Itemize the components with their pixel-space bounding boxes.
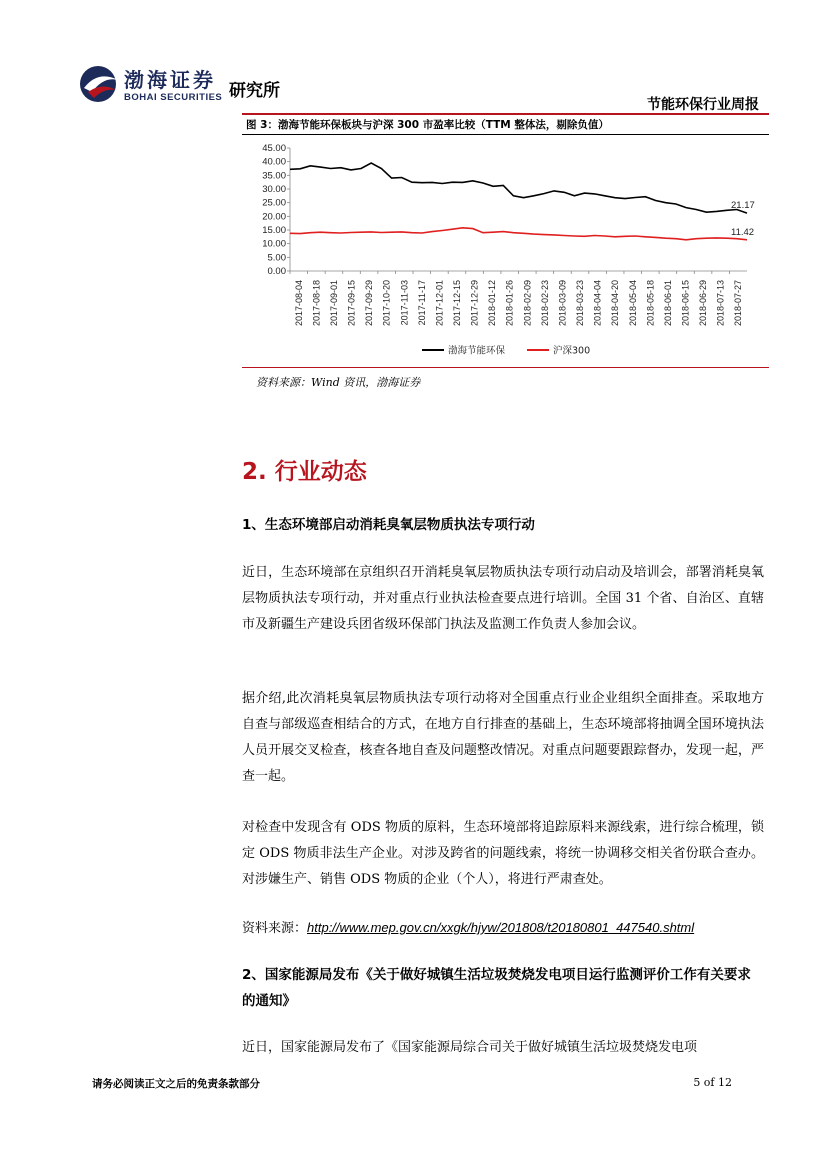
y-tick-label: 0.00 xyxy=(267,266,286,277)
x-tick-label: 2018-06-29 xyxy=(698,280,709,327)
news1-paragraph-2: 据介绍,此次消耗臭氧层物质执法专项行动将对全国重点行业企业组织全面排查。采取地方自查与部级巡查相结合的方式，在地方自行排查的基础上，生态环境部将抽调全国环境执法人员开展交叉检查，核查各地自查及问题整改情况。对重点问题要跟踪督办，发现一起，严查一起。 xyxy=(242,691,764,784)
legend-label-1: 沪深300 xyxy=(553,345,591,357)
y-tick-label: 40.00 xyxy=(262,156,286,168)
news1-source xyxy=(242,915,764,942)
section-title: 2. 行业动态 xyxy=(242,459,367,485)
figure-caption: 图 3：渤海节能环保板块与沪深 300 市盈率比较（TTM 整体法，剔除负值） xyxy=(246,119,609,131)
institute-name: 研究所 xyxy=(229,81,280,101)
logo-chinese-name: 渤海证券 xyxy=(124,68,216,92)
x-tick-label: 2018-01-26 xyxy=(504,280,515,327)
x-tick-label: 2017-11-17 xyxy=(416,280,427,326)
x-tick-label: 2018-04-20 xyxy=(610,280,621,327)
news1-paragraph-1: 近日，生态环境部在京组织召开消耗臭氧层物质执法专项行动启动及培训会，部署消耗臭氧层物质执法专项行动，并对重点行业执法检查要点进行培训。全国 31 个省、自治区、直辖市及新疆生产建设兵团省级环保部门执法及监测工作负责人参加会议。 xyxy=(242,565,764,632)
report-type: 节能环保行业周报 xyxy=(647,97,759,113)
x-tick-label: 2017-10-20 xyxy=(381,280,392,327)
x-tick-label: 2018-06-01 xyxy=(662,280,673,327)
x-tick-label: 2017-08-04 xyxy=(293,280,304,327)
y-tick-label: 35.00 xyxy=(262,170,286,182)
x-tick-label: 2017-09-01 xyxy=(328,280,339,327)
x-tick-label: 2017-12-29 xyxy=(469,280,480,327)
bohai-logo-icon xyxy=(78,62,122,106)
x-tick-label: 2018-01-12 xyxy=(487,280,498,327)
news1-title: 1、生态环境部启动消耗臭氧层物质执法专项行动 xyxy=(242,517,535,533)
x-tick-label: 2017-12-01 xyxy=(434,280,445,327)
page-number: 5 of 12 xyxy=(693,1076,732,1089)
y-tick-label: 25.00 xyxy=(262,197,286,209)
x-tick-label: 2018-06-15 xyxy=(680,280,691,327)
x-tick-label: 2018-03-23 xyxy=(575,280,586,327)
header-divider xyxy=(242,113,769,115)
x-tick-label: 2018-02-23 xyxy=(539,280,550,327)
y-tick-label: 30.00 xyxy=(262,184,286,195)
x-tick-label: 2018-03-09 xyxy=(557,280,568,327)
series-end-label-1: 11.42 xyxy=(731,226,755,238)
figure-source: 资料来源：Wind 资讯，渤海证券 xyxy=(256,376,421,389)
x-tick-label: 2017-08-18 xyxy=(311,280,322,327)
logo-english-name: BOHAI SECURITIES xyxy=(124,92,223,103)
news1-source-link[interactable]: http://www.mep.gov.cn/xxgk/hjyw/201808/t20180801_447540.shtml xyxy=(307,920,695,935)
footer-disclaimer: 请务必阅读正文之后的免责条款部分 xyxy=(92,1078,260,1090)
x-tick-label: 2017-09-29 xyxy=(364,280,375,327)
x-tick-label: 2018-04-04 xyxy=(592,280,603,327)
legend-label-0: 渤海节能环保 xyxy=(448,345,506,357)
figure-bottom-divider xyxy=(242,367,769,368)
series-line-0 xyxy=(290,163,747,213)
y-tick-label: 20.00 xyxy=(262,211,286,223)
series-end-label-0: 21.17 xyxy=(731,200,755,212)
x-tick-label: 2018-05-18 xyxy=(645,280,656,327)
pe-ratio-line-chart xyxy=(242,135,767,367)
news1-paragraph-3: 对检查中发现含有 ODS 物质的原料，生态环境部将追踪原料来源线索，进行综合梳理，锁定 ODS 物质非法生产企业。对涉及跨省的问题线索，将统一协调移交相关省份联合查办。对涉嫌生产、销售 ODS 物质的企业（个人），将进行严肃查处。 xyxy=(242,820,764,887)
x-tick-label: 2017-11-03 xyxy=(399,280,410,326)
x-tick-label: 2018-02-09 xyxy=(522,280,533,327)
x-tick-label: 2018-07-27 xyxy=(733,280,744,327)
y-tick-label: 45.00 xyxy=(262,143,286,154)
news2-paragraph-1: 近日，国家能源局发布了《国家能源局综合司关于做好城镇生活垃圾焚烧发电项 xyxy=(242,1040,698,1055)
y-tick-label: 5.00 xyxy=(267,252,286,264)
news2-title: 2、国家能源局发布《关于做好城镇生活垃圾焚烧发电项目运行监测评价工作有关要求的通知》 xyxy=(242,967,751,1009)
x-tick-label: 2017-12-15 xyxy=(451,280,462,327)
x-tick-label: 2018-07-13 xyxy=(715,280,726,327)
x-tick-label: 2018-05-04 xyxy=(627,280,638,327)
y-tick-label: 10.00 xyxy=(262,238,286,250)
y-tick-label: 15.00 xyxy=(262,225,286,236)
news1-source-label: 资料来源： xyxy=(242,921,308,936)
x-tick-label: 2017-09-15 xyxy=(346,280,357,327)
series-line-1 xyxy=(290,228,747,240)
